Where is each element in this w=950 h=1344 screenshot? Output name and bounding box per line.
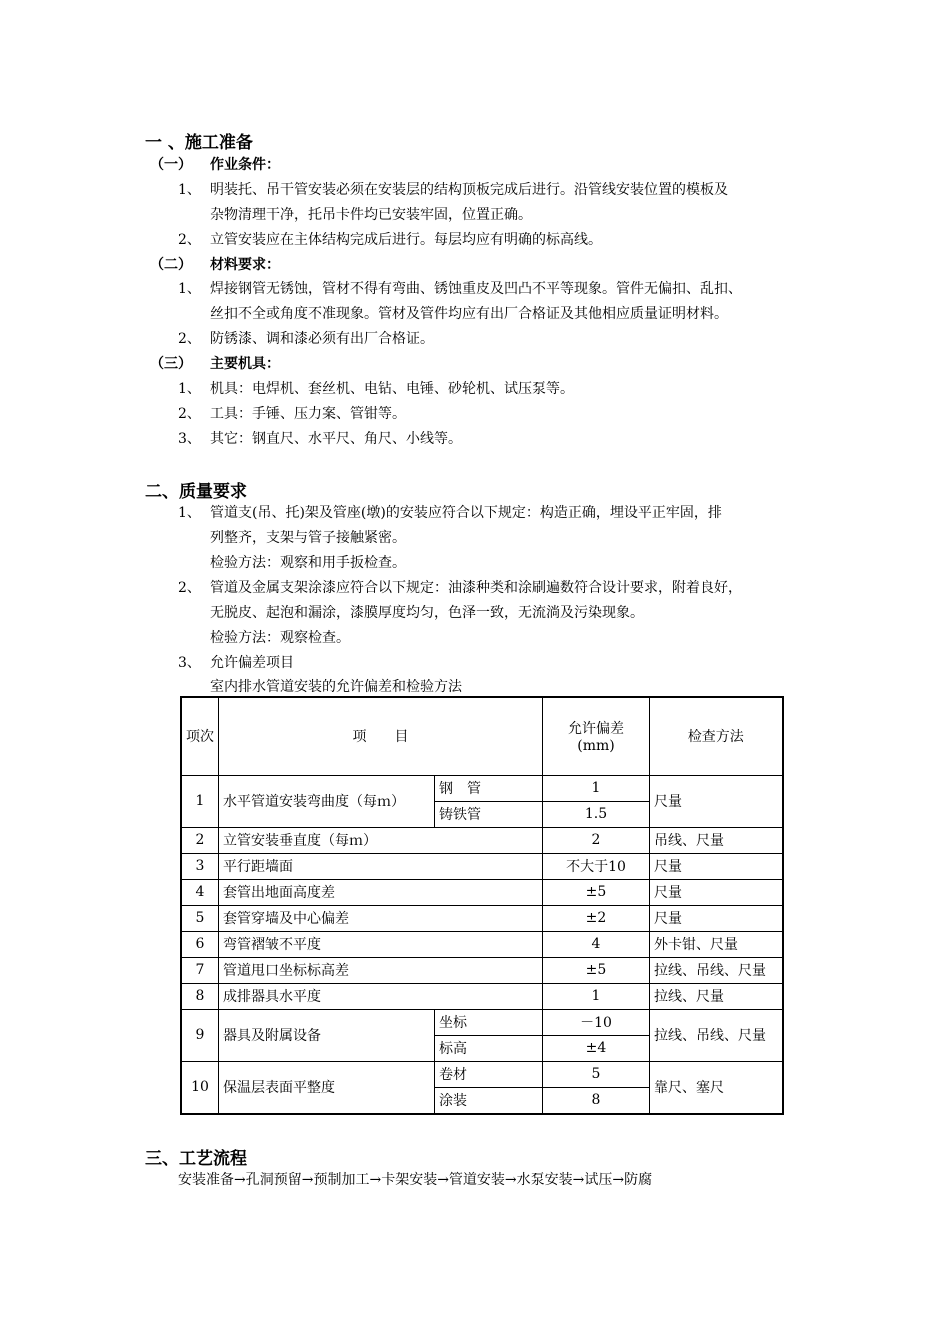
cell-subitem: 钢 管 — [435, 775, 543, 801]
item-number: 1、 — [178, 505, 201, 521]
cell-no: 3 — [181, 853, 219, 879]
cell-method: 拉线、吊线、尺量 — [650, 957, 783, 983]
section-3-title: 三、工艺流程 — [145, 1149, 247, 1169]
table-row — [181, 1061, 783, 1087]
header-item: 项 目 — [219, 697, 543, 775]
cell-no: 4 — [181, 879, 219, 905]
cell-no: 2 — [181, 827, 219, 853]
table-row — [181, 983, 783, 1009]
cell-value: ±5 — [543, 957, 650, 983]
cell-no: 6 — [181, 931, 219, 957]
table-row — [181, 853, 783, 879]
cell-item: 水平管道安装弯曲度（每ｍ） — [219, 775, 435, 827]
table-header-row — [181, 697, 783, 775]
item-text: 管道及金属支架涂漆应符合以下规定：油漆种类和涂刷遍数符合设计要求，附着良好， — [210, 580, 742, 596]
cell-item: 成排器具水平度 — [219, 983, 543, 1009]
cell-method: 拉线、尺量 — [650, 983, 783, 1009]
cell-method: 尺量 — [650, 775, 783, 827]
header-method: 检查方法 — [650, 697, 783, 775]
cell-value: 1.5 — [543, 801, 650, 827]
item-number: 2、 — [178, 331, 201, 347]
section-1-title: 一 、施工准备 — [145, 133, 253, 153]
table-row — [181, 879, 783, 905]
subsection-2-title: 材料要求： — [210, 257, 280, 273]
table-row — [181, 957, 783, 983]
cell-value: 2 — [543, 827, 650, 853]
process-flow: 安装准备→孔洞预留→预制加工→卡架安装→管道安装→水泵安装→试压→防腐 — [178, 1172, 653, 1188]
item-number: 2、 — [178, 232, 201, 248]
cell-method: 靠尺、塞尺 — [650, 1061, 783, 1114]
cell-value: 8 — [543, 1087, 650, 1114]
item-text: 工具：手锤、压力案、管钳等。 — [210, 406, 406, 422]
inspection-method: 检验方法：观察和用手扳检查。 — [210, 555, 406, 571]
item-text: 立管安装应在主体结构完成后进行。每层均应有明确的标高线。 — [210, 232, 602, 248]
cell-value: ±2 — [543, 905, 650, 931]
cell-no: 5 — [181, 905, 219, 931]
cell-no: 7 — [181, 957, 219, 983]
item-text: 无脱皮、起泡和漏涂，漆膜厚度均匀，色泽一致，无流淌及污染现象。 — [210, 605, 644, 621]
inspection-method: 检验方法：观察检查。 — [210, 630, 350, 646]
section-2-title: 二、质量要求 — [145, 482, 247, 502]
item-text: 丝扣不全或角度不准现象。管材及管件均应有出厂合格证及其他相应质量证明材料。 — [210, 306, 728, 322]
item-number: 3、 — [178, 655, 201, 671]
item-text: 允许偏差项目 — [210, 655, 294, 671]
cell-item: 保温层表面平整度 — [219, 1061, 435, 1114]
cell-item: 弯管褶皱不平度 — [219, 931, 543, 957]
cell-value: 1 — [543, 775, 650, 801]
cell-method: 尺量 — [650, 853, 783, 879]
item-text: 机具：电焊机、套丝机、电钻、电锤、砂轮机、试压泵等。 — [210, 381, 574, 397]
item-text: 列整齐，支架与管子接触紧密。 — [210, 530, 406, 546]
table-row — [181, 905, 783, 931]
cell-item: 套管出地面高度差 — [219, 879, 543, 905]
cell-method: 拉线、吊线、尺量 — [650, 1009, 783, 1061]
item-number: 3、 — [178, 431, 201, 447]
cell-no: 10 — [181, 1061, 219, 1114]
cell-item: 平行距墙面 — [219, 853, 543, 879]
cell-value: 4 — [543, 931, 650, 957]
item-number: 1、 — [178, 281, 201, 297]
cell-method: 外卡钳、尺量 — [650, 931, 783, 957]
subsection-1-number: （一） — [150, 157, 192, 173]
cell-no: 8 — [181, 983, 219, 1009]
cell-method: 尺量 — [650, 879, 783, 905]
subsection-3-number: （三） — [150, 356, 192, 372]
cell-subitem: 铸铁管 — [435, 801, 543, 827]
subsection-3-title: 主要机具： — [210, 356, 280, 372]
subsection-1-title: 作业条件： — [210, 157, 280, 173]
header-no: 项次 — [181, 697, 219, 775]
item-text: 杂物清理干净，托吊卡件均已安装牢固，位置正确。 — [210, 207, 532, 223]
cell-method: 吊线、尺量 — [650, 827, 783, 853]
subsection-2-number: （二） — [150, 257, 192, 273]
header-deviation-label: 允许偏差 — [568, 721, 624, 738]
cell-subitem: 涂装 — [435, 1087, 543, 1114]
header-deviation — [543, 697, 650, 775]
cell-value: 1 — [543, 983, 650, 1009]
cell-no: 9 — [181, 1009, 219, 1061]
cell-item: 套管穿墙及中心偏差 — [219, 905, 543, 931]
item-text: 其它：钢直尺、水平尺、角尺、小线等。 — [210, 431, 462, 447]
table-row — [181, 1009, 783, 1035]
item-number: 2、 — [178, 406, 201, 422]
item-number: 1、 — [178, 381, 201, 397]
item-number: 1、 — [178, 182, 201, 198]
cell-value: ±5 — [543, 879, 650, 905]
cell-subitem: 坐标 — [435, 1009, 543, 1035]
table-row — [181, 931, 783, 957]
item-text: 焊接钢管无锈蚀，管材不得有弯曲、锈蚀重皮及凹凸不平等现象。管件无偏扣、乱扣、 — [210, 281, 742, 297]
item-text: 管道支(吊、托)架及管座(墩)的安装应符合以下规定：构造正确，埋设平正牢固，排 — [210, 505, 722, 521]
table-row — [181, 827, 783, 853]
cell-value: －10 — [543, 1009, 650, 1035]
cell-item: 管道甩口坐标标高差 — [219, 957, 543, 983]
header-deviation-unit: (mm) — [577, 738, 615, 755]
cell-subitem: 标高 — [435, 1035, 543, 1061]
cell-no: 1 — [181, 775, 219, 827]
cell-subitem: 卷材 — [435, 1061, 543, 1087]
cell-item: 立管安装垂直度（每ｍ） — [219, 827, 543, 853]
cell-value: 5 — [543, 1061, 650, 1087]
cell-item: 器具及附属设备 — [219, 1009, 435, 1061]
cell-value: ±4 — [543, 1035, 650, 1061]
table-row — [181, 775, 783, 801]
item-text: 明装托、吊干管安装必须在安装层的结构顶板完成后进行。沿管线安装位置的模板及 — [210, 182, 728, 198]
table-caption: 室内排水管道安装的允许偏差和检验方法 — [210, 679, 462, 695]
cell-method: 尺量 — [650, 905, 783, 931]
item-number: 2、 — [178, 580, 201, 596]
item-text: 防锈漆、调和漆必须有出厂合格证。 — [210, 331, 434, 347]
cell-value: 不大于10 — [543, 853, 650, 879]
tolerance-table — [180, 696, 784, 1115]
